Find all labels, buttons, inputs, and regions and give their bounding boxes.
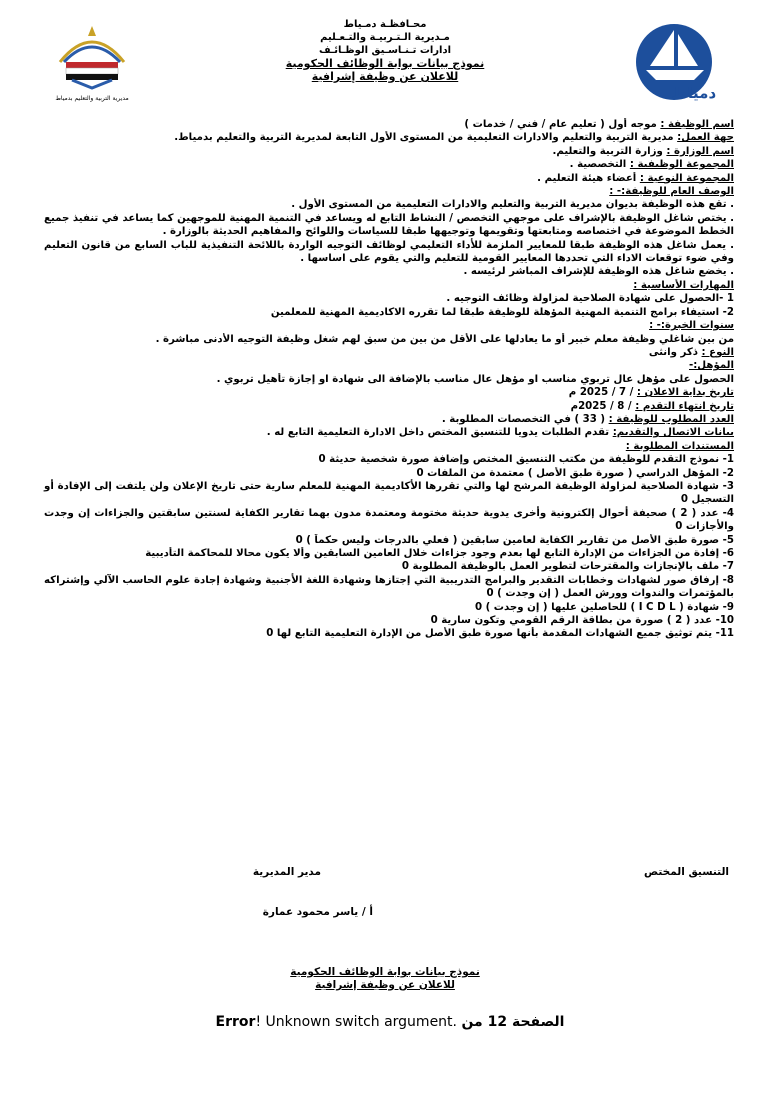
page-number-prefix: الصفحة 12 من [461,1014,565,1030]
gender-label: النوع : [701,346,734,358]
document-item: 2- المؤهل الدراسي ( صورة طبق الأصل ) معتمدة من الملفات 0 [416,467,734,479]
page-header [0,14,773,114]
qualification-value: الحصول على مؤهل عال تربوي مناسب او مؤهل عال مناسب بالإضافة الى شهادة او إجازة تأهيل تربوي . [216,373,734,385]
coordination-signature: التنسيق المختص [644,866,729,878]
departments: ادارات تـنـاسـيق الوظـائـف [318,45,452,56]
experience-value: من بين شاغلي وظيفة معلم خبير أو ما يعادلها على الأقل من بين من سبق لهم شغل وظيفة التوجيه الأدنى مباشرة . [155,333,734,345]
description-label: الوصف العام للوظيفة:- : [609,186,734,198]
end-date-label: تاريخ انتهاء التقدم : [635,400,734,412]
education-logo [52,22,132,108]
job-name-row [44,118,734,131]
error-rest: ! Unknown switch argument. [255,1014,457,1030]
header-title-1: نموذج بيانات بوابة الوظائف الحكومية [285,57,485,70]
contact-label: بيانات الاتصال والتقديم: [612,427,734,439]
qualification-label: المؤهل:- [689,360,734,372]
contact-row [44,426,734,439]
document-item: 1- نموذج التقدم للوظيفة من مكتب التنسيق المختص وإضافة صورة شخصية حديثة 0 [318,454,734,466]
document-item: 8- إرفاق صور لشهادات وخطابات التقدير والبرامج التدريبية التي إجتازها وشهادة اللغة الأجنبية وشهادة إجادة علوم الحاسب الآلي وإشتراكه بالمؤتمرات والندوات وورش العمل ( إن وجدت ) 0 [44,574,734,600]
count-label: العدد المطلوب للوظيفة : [608,413,734,425]
document-item: 5- صورة طبق الأصل من تقارير الكفاية لعامين سابقين ( فعلي بالدرجات وليس حكماً ) 0 [295,534,734,546]
gender-value: ذكر وانثى [648,346,698,358]
document-item: 4- عدد ( 2 ) صحيفة أحوال إلكترونية وأخرى يدوية حديثة مختومة ومعتمدة مدون بهما تقارير الكفاية لسنتين سابقتين والجزاءات إن وجدت والأجازات 0 [44,507,734,533]
description-2: . يختص شاغل الوظيفة بالإشراف على موجهي التخصص / النشاط التابع له ويساعد في التنمية المهنية للموجهين كما يساعد في تنفيذ جميع الخطط الموضوعة في اختصاصه ومتابعتها وتقويمها وتوجيهها طبقا للسياسات واللوائح والمفاهيم الحديثة بالوزارة . [44,212,734,238]
error-bold: Error [215,1014,256,1030]
document-item: 10- عدد ( 2 ) صورة من بطاقة الرقم القومي وتكون سارية 0 [430,615,734,627]
contact-value: تقدم الطلبات يدويا للتنسيق المختص داخل الادارة التعليمية التابع له . [266,427,610,439]
document-item: 7- ملف بالإنجازات والمقترحات لتطوير العمل بالوظيفة المطلوبة 0 [401,561,734,573]
field-error [216,1014,457,1030]
group-row [44,158,734,171]
header-title-2: للاعلان عن وظيفة إشرافية [311,70,459,83]
type-group-value: أعضاء هيئة التعليم . [537,172,637,184]
skills-label: المهارات الأساسية : [633,279,734,291]
left-logo-caption: مديرية التربية والتعليم بدمياط [55,95,129,102]
job-announcement-body [44,118,734,641]
page-number [150,1014,630,1030]
type-group-row [44,172,734,185]
damietta-logo [628,22,728,106]
description-1: . تقع هذه الوظيفة بديوان مديرية التربية والتعليم والادارات التعليمية من المستوى الأول . [291,199,734,211]
type-group-label: المجموعة النوعية : [639,172,734,184]
document-item: 11- يتم توثيق جميع الشهادات المقدمة بأنها صورة طبق الأصل من الإدارة التعليمية التابع لها 0 [266,628,734,640]
document-item: 3- شهادة الصلاحية لمزاولة الوظيفة المرشح لها والتي تقررها الأكاديمية المهنية للمعلم سارية حتى تاريخ الإعلان ولن يلتفت إلى الإفادة أو التسجيل 0 [44,480,734,506]
workplace-value: مديرية التربية والتعليم والادارات التعليمية من المستوى الأول التابعة لمديرية التربية والتعليم بدمياط. [174,132,674,144]
workplace-label: جهة العمل: [677,132,734,144]
header-center [200,18,570,83]
end-date-value: / 8 / 2025م [570,400,632,412]
start-date-value: / 7 / 2025 م [568,387,634,399]
ministry-row [44,145,734,158]
end-date-row [44,400,734,413]
footer-title-1: نموذج بيانات بوابة الوظائف الحكومية [290,966,480,978]
page-footer [200,966,570,992]
document-item: 6- إفادة من الجزاءات من الإدارة التابع لها بعدم وجود جزاءات خلال العامين السابقين وألا يكون محالا للمحاكمة التأديبية [145,548,734,559]
job-name-value: موجه أول ( تعليم عام / فني / خدمات ) [464,119,657,130]
right-logo-text: دمياط [671,84,717,102]
count-value: ( 33 ) في التخصصات المطلوبة . [441,413,606,425]
job-name-label: اسم الوظيفة : [660,119,734,130]
ministry-value: وزارة التربية والتعليم. [552,145,663,157]
footer-title-2: للاعلان عن وظيفة إشرافية [315,979,455,991]
directorate: مـديرية الـتـربيـة والتـعـليم [320,32,450,43]
skill-1: 1 -الحصول على شهادة الصلاحية لمزاولة وظائف التوجيه . [446,293,734,305]
governorate: محـافظـة دمـياط [343,19,427,30]
skill-2: 2- استيفاء برامج التنمية المهنية المؤهلة للوظيفة طبقا لما تقرره الاكاديمية المهنية للمعلمين [270,306,734,318]
experience-label: سنوات الخبرة:- : [649,320,734,332]
director-signature: مدير المديرية [252,866,321,878]
start-date-row [44,386,734,399]
description-4: . يخضع شاغل هذه الوظيفة للإشراف المباشر لرئيسه . [463,266,734,278]
description-3: . يعمل شاغل هذه الوظيفة طبقا للمعايير الملزمة للأداء التعليمي لوظائف التوجيه الواردة باللائحة التنفيذية للباب السابع من قانون التعليم وفي ضوء توقعات الاداء التي تحددها المعايير القومية للتعليم والتي يقوم على اساسها . [44,239,734,265]
group-label: المجموعة الوظيفية : [629,159,734,171]
count-row [44,413,734,426]
document-item: 9- شهادة ( I C D L ) للحاصلين عليها ( إن وجدت ) 0 [474,601,734,613]
start-date-label: تاريخ بداية الاعلان : [636,387,734,399]
director-name: أ / ياسر محمود عمارة [262,906,373,918]
documents-list [44,453,734,641]
workplace-row [44,131,734,144]
ministry-label: اسم الوزارة : [666,145,734,157]
documents-label: المستندات المطلوبة : [625,440,734,452]
gender-row [44,346,734,359]
group-value: التخصصية . [569,159,627,171]
